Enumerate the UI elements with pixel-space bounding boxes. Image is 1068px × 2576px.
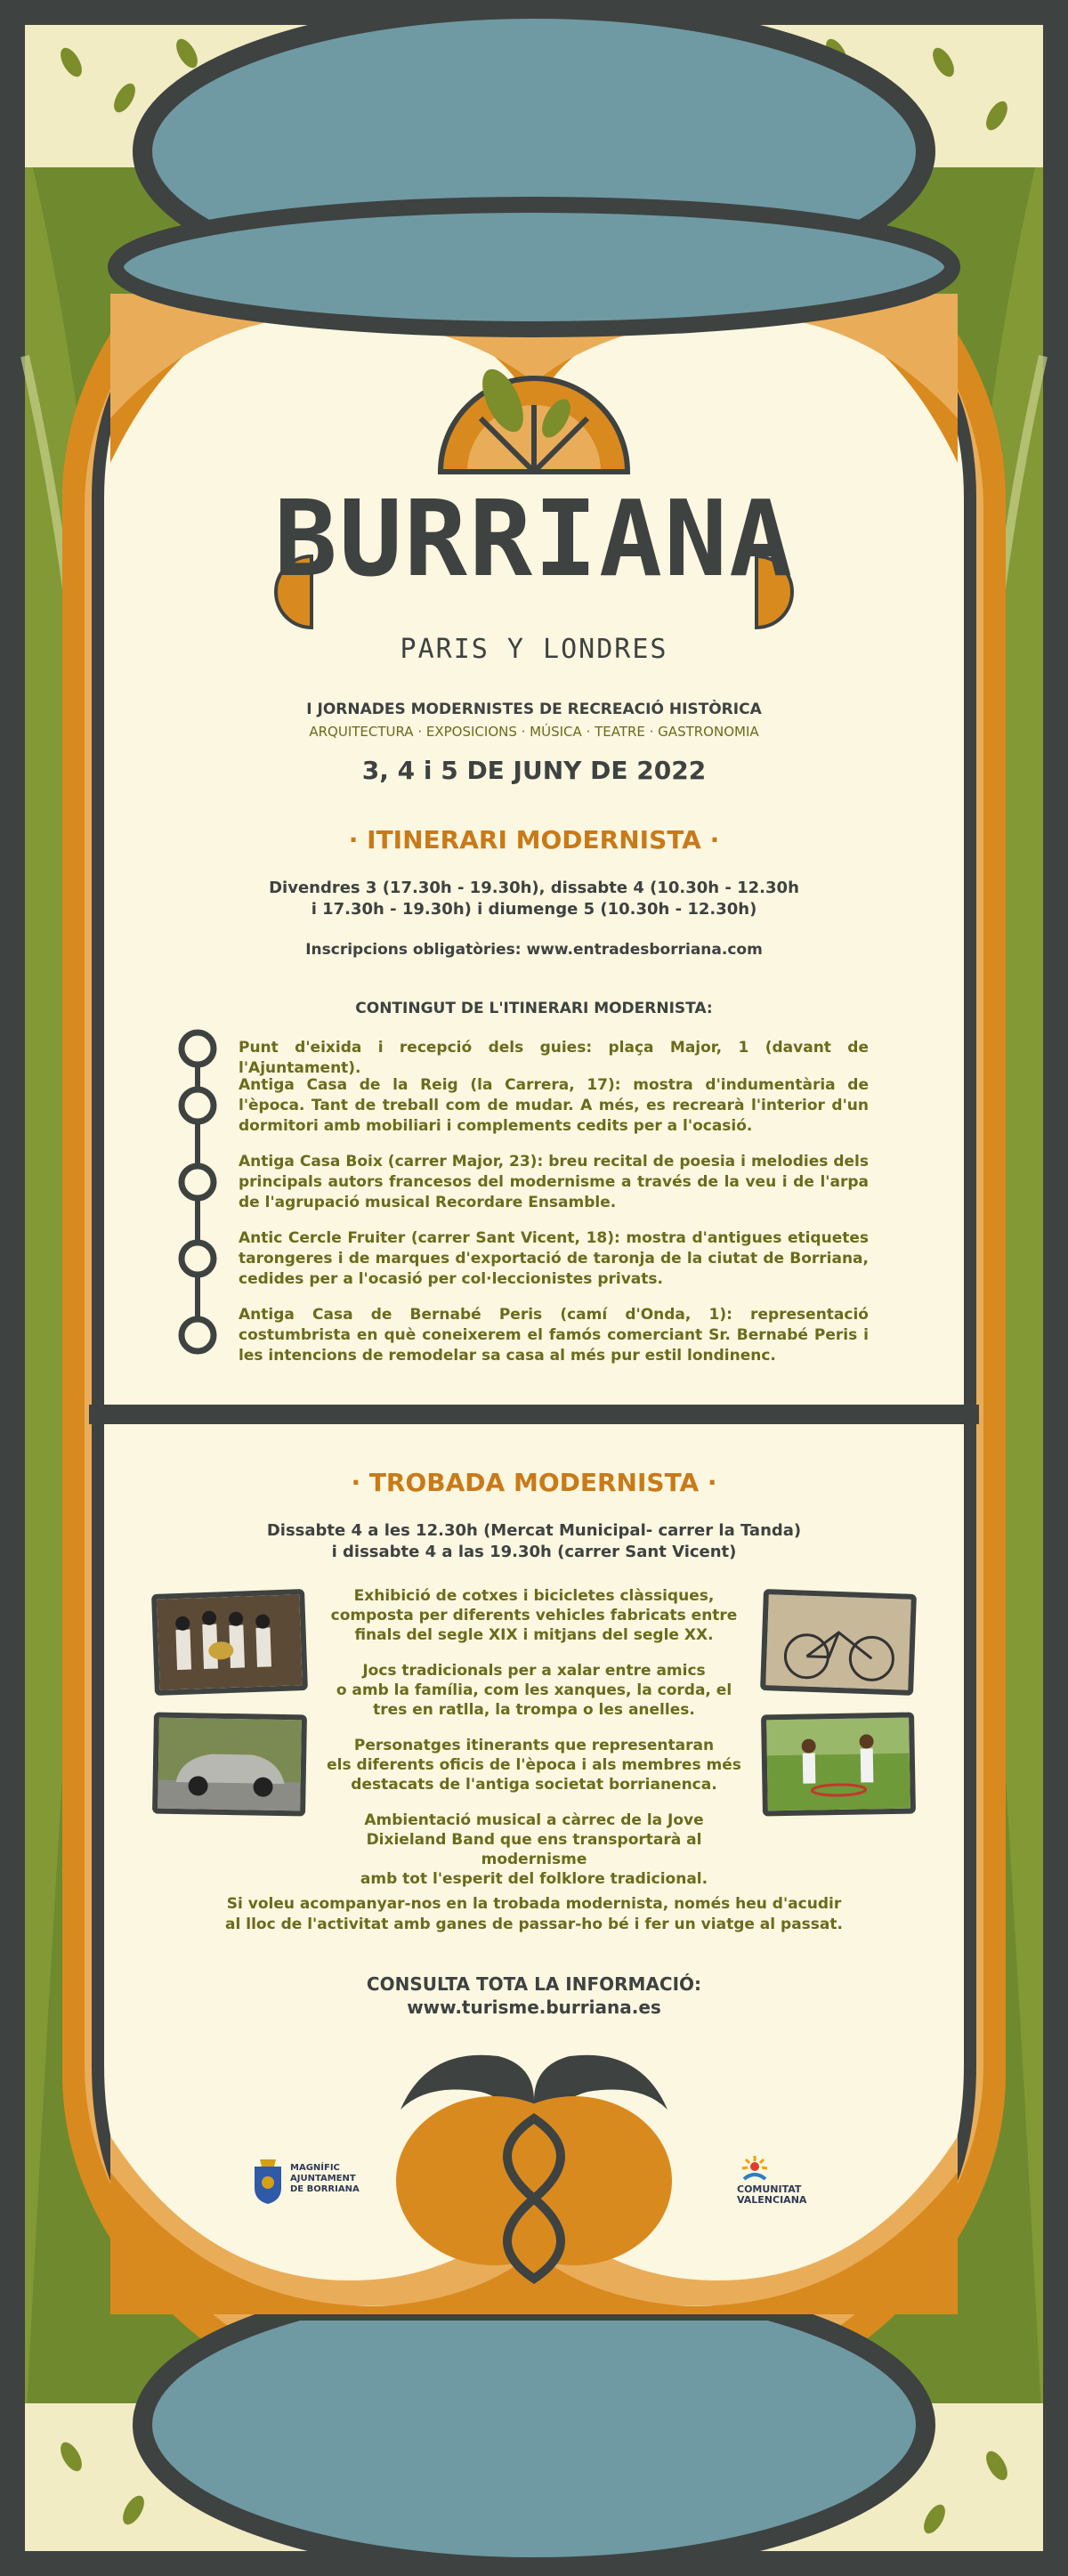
children-game-photo <box>761 1713 916 1817</box>
activity-line: Personatges itinerants que representaran <box>353 1737 715 1754</box>
activity-line: amb tot l'esperit del folklore tradicional. <box>360 1870 708 1888</box>
activity-line: destacats de l'antiga societat borrianenca. <box>351 1776 717 1794</box>
band-photo <box>151 1589 308 1696</box>
activity-characters <box>320 1736 748 1794</box>
itinerari-schedule-1: Divendres 3 (17.30h - 19.30h), dissabte 4 (10.30h - 12.30h <box>269 879 799 897</box>
trobada-schedule-1: Dissabte 4 a les 12.30h (Mercat Municipal- carrer la Tanda) <box>266 1521 802 1540</box>
activity-line: finals del segle XIX i mitjans del segle XX. <box>354 1626 714 1644</box>
edition-line: I JORNADES MODERNISTES DE RECREACIÓ HISTÒRICA <box>306 701 762 718</box>
logo-text: MAGNÍFIC <box>290 2163 340 2173</box>
activity-cars <box>320 1586 748 1645</box>
event-dates: 3, 4 i 5 DE JUNY DE 2022 <box>361 756 707 785</box>
logo-text: AJUNTAMENT <box>290 2174 356 2183</box>
itinerary-stop: Antiga Casa Boix (carrer Major, 23): breu recital de poesia i melodies dels principals autors francesos del modernisme a través de la veu i de l'arpa de l'agrupació musical Recordare Ensamble. <box>239 1153 869 1211</box>
borriana-shield-icon <box>251 2158 285 2206</box>
itinerary-stop: Antiga Casa de Bernabé Peris (camí d'Onda, 1): representació costumbrista en què coneixerem el famós comerciant Sr. Bernabé Peris i les intencions de remodelar sa casa al més pur estil londinenc. <box>239 1306 869 1365</box>
logo-text: DE BORRIANA <box>290 2184 360 2194</box>
itinerary-stop: Punt d'eixida i recepció dels guies: plaça Major, 1 (davant de l'Ajuntament). <box>239 1039 869 1077</box>
itinerari-schedule-2: i 17.30h - 19.30h) i diumenge 5 (10.30h - 12.30h) <box>311 900 757 919</box>
closing-line-1: Si voleu acompanyar-nos en la trobada modernista, només heu d'acudir <box>226 1895 842 1913</box>
activity-music <box>320 1810 748 1889</box>
activity-line: Dixieland Band que ens transportarà al modernisme <box>366 1831 702 1868</box>
closing-line-2: al lloc de l'activitat amb ganes de passar-ho bé i fer un viatge al passat. <box>225 1916 843 1933</box>
activity-games <box>320 1661 748 1720</box>
registration-note: Inscripcions obligatòries: www.entradesborriana.com <box>305 941 763 959</box>
activity-line: tres en ratlla, la trompa o les anelles. <box>373 1701 695 1719</box>
activity-line: Exhibició de cotxes i bicicletes clàssiques, <box>353 1587 715 1605</box>
itinerary-stop: Antiga Casa de la Reig (la Carrera, 17): mostra d'indumentària de l'època. Tant de treball com de mudar. A més, es recrearà l'interior d'un dormitori amb mobiliari i complements cedits per a l'ocasió. <box>239 1076 869 1135</box>
logo-text: COMUNITAT <box>737 2183 802 2195</box>
info-url[interactable]: www.turisme.burriana.es <box>407 1997 661 2018</box>
trobada-title: · TROBADA MODERNISTA · <box>351 1468 717 1497</box>
trobada-schedule-2: i dissabte 4 a las 19.30h (carrer Sant Vicent) <box>331 1543 737 1561</box>
itinerari-title: · ITINERARI MODERNISTA · <box>348 825 720 855</box>
activity-line: composta per diferents vehicles fabricats entre <box>330 1607 738 1624</box>
activity-line: Jocs tradicionals per a xalar entre amics <box>362 1662 706 1680</box>
itinerary-stop: Antic Cercle Fruiter (carrer Sant Vicent, 18): mostra d'antigues etiquetes tarongeres i de marques d'exportació de taronja de la ciutat de Borriana, cedides per a l'ocasió per col·leccionistes privats. <box>239 1229 869 1288</box>
brand-title: BURRIANA <box>273 477 795 600</box>
content-heading: CONTINGUT DE L'ITINERARI MODERNISTA: <box>355 1000 713 1017</box>
activity-line: els diferents oficis de l'època i als membres més <box>327 1756 741 1774</box>
classic-car-photo <box>152 1713 307 1817</box>
brand-subtitle: PARIS Y LONDRES <box>400 634 668 665</box>
activity-line: Ambientació musical a càrrec de la Jove <box>364 1811 704 1829</box>
ajuntament-logo <box>251 2156 367 2209</box>
info-label: CONSULTA TOTA LA INFORMACIÓ: <box>366 1973 702 1995</box>
comunitat-valenciana-icon <box>737 2154 773 2186</box>
activity-line: o amb la família, com les xanques, la corda, el <box>336 1681 732 1699</box>
logo-text: VALENCIANA <box>737 2194 807 2206</box>
bicycle-photo <box>760 1589 917 1696</box>
generalitat-logo <box>737 2154 835 2209</box>
themes-line: ARQUITECTURA · EXPOSICIONS · MÚSICA · TEATRE · GASTRONOMIA <box>309 724 759 740</box>
